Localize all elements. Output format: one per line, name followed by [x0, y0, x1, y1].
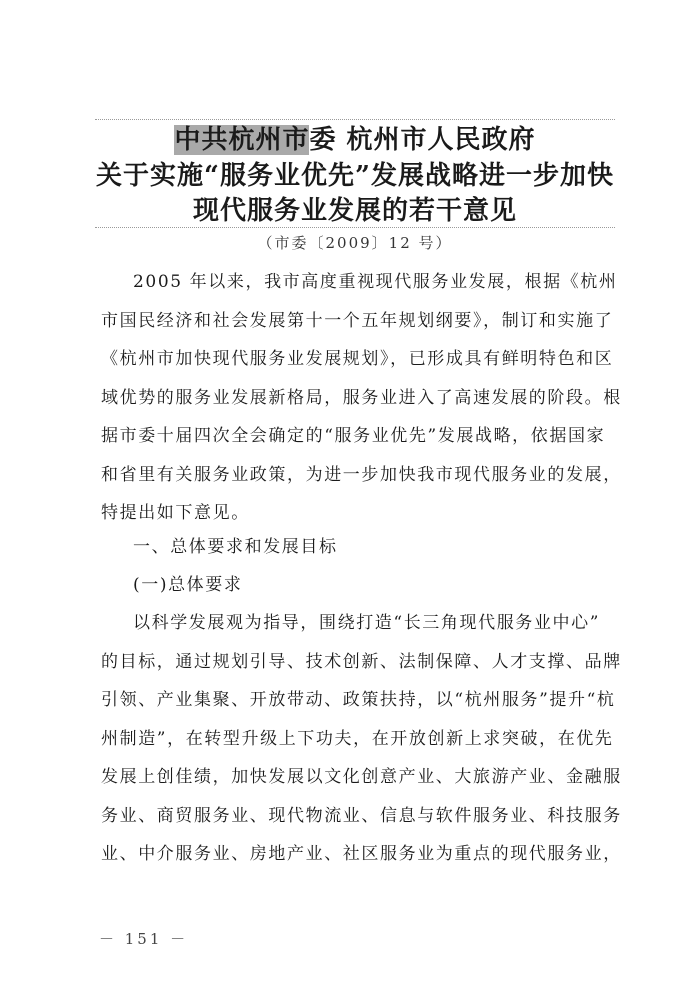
paragraph-line: 发展上创佳绩，加快发展以文化创意产业、大旅游产业、金融服: [101, 767, 622, 787]
paragraph-line: 以科学发展观为指导，围绕打造“长三角现代服务业中心”: [133, 613, 600, 633]
document-number: （市委〔2009〕12 号）: [257, 234, 453, 252]
paragraph-line: 域优势的服务业发展新格局，服务业进入了高速发展的阶段。根: [101, 387, 622, 408]
highlighted-text[interactable]: 中共杭州市: [174, 125, 310, 155]
paragraph-line: 市国民经济和社会发展第十一个五年规划纲要》，制订和实施了: [101, 310, 614, 331]
paragraph-line: 《杭州市加快现代服务业发展规划》，已形成具有鲜明特色和区: [101, 349, 614, 369]
paragraph-line: 务业、商贸服务业、现代物流业、信息与软件服务业、科技服务: [101, 805, 622, 826]
paragraph-line: 特提出如下意见。: [101, 503, 250, 523]
title-line-2: 关于实施“服务业优先”发展战略进一步加快: [96, 161, 614, 191]
title-bottom-rule: [95, 227, 615, 228]
title-line-3: 现代服务业发展的若干意见: [192, 196, 517, 226]
title-line-1: [80, 124, 630, 156]
intro-paragraph: [101, 263, 622, 533]
paragraph-line: 引领、产业集聚、开放带动、政策扶持，以“杭州服务”提升“杭: [101, 690, 616, 710]
paragraph-line: 和省里有关服务业政策，为进一步加快我市现代服务业的发展，: [101, 464, 622, 485]
paragraph-line: 据市委十届四次全会确定的“服务业优先”发展战略，依据国家: [101, 426, 606, 446]
paragraph-line: 州制造”，在转型升级上下功夫，在开放创新上求突破，在优先: [101, 728, 614, 749]
section-heading: [101, 528, 615, 567]
body-paragraph: [101, 604, 622, 874]
paragraph-line: 的目标，通过规划引导、技术创新、法制保障、人才支撑、品牌: [101, 651, 622, 672]
title-top-rule: [95, 119, 615, 120]
title-line-1-rest: 委 杭州市人民政府: [309, 125, 536, 155]
paragraph-line: 2005 年以来，我市高度重视现代服务业发展，根据《杭州: [133, 272, 618, 292]
page-number: － 151 －: [99, 930, 189, 948]
subsection-heading: [101, 566, 615, 605]
paragraph-line: 业、中介服务业、房地产业、社区服务业为重点的现代服务业，: [101, 844, 622, 864]
section-heading-text: 一、总体要求和发展目标: [133, 537, 338, 557]
subsection-heading-text: (一)总体要求: [133, 575, 243, 595]
